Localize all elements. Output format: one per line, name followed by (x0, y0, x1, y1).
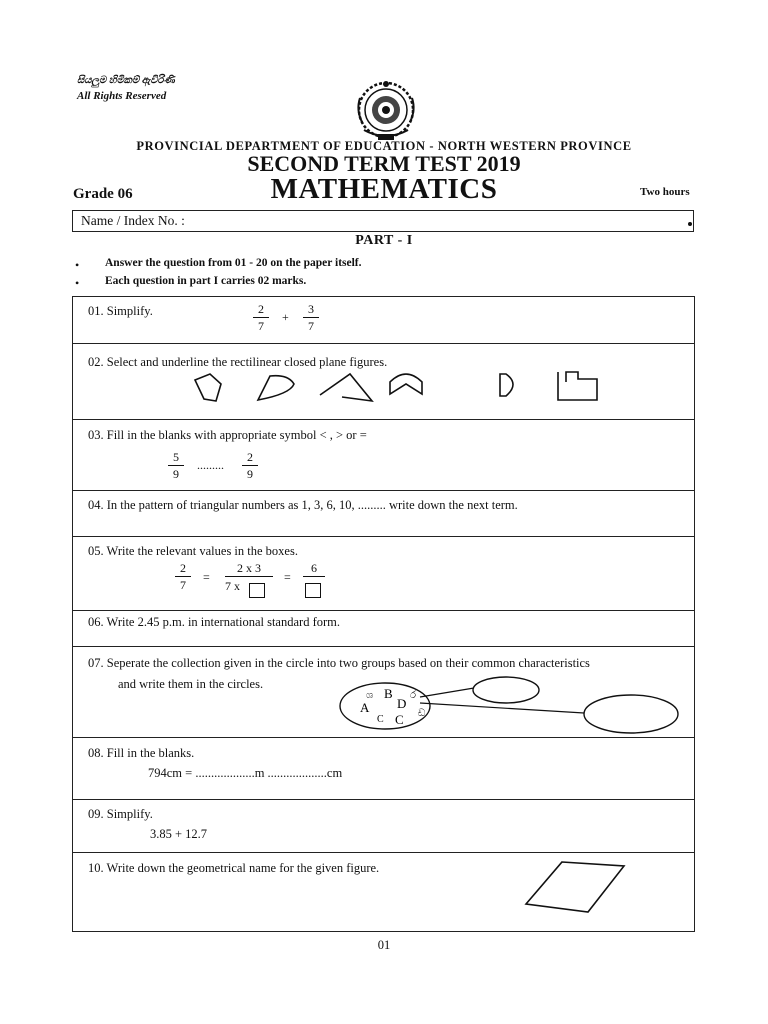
set-item: A (360, 700, 370, 715)
bullet-icon: • (75, 258, 80, 272)
duration-label: Two hours (640, 186, 690, 198)
question-07: 07. Seperate the collection given in the circle into two groups based on their common characteristics (88, 656, 590, 670)
divider (72, 343, 695, 344)
set-item: B (384, 686, 393, 701)
copyright-sinhala: සියලුම හිමිකම් ඇවිරිණි (77, 75, 175, 86)
question-07-cont: and write them in the circles. (118, 677, 264, 691)
bullet-icon: • (75, 276, 80, 290)
set-item: D (397, 696, 407, 711)
denominator: 9 (247, 467, 253, 481)
numerator: 2 x 3 (225, 561, 273, 577)
question-01: 01. Simplify. (88, 304, 153, 318)
fraction (168, 450, 184, 481)
answer-box[interactable] (249, 583, 265, 598)
instruction-2: Each question in part I carries 02 marks. (105, 275, 307, 287)
connector-line (420, 703, 584, 713)
divider (72, 737, 695, 738)
question-09-expression: 3.85 + 12.7 (150, 827, 208, 841)
page-number: 01 (377, 938, 391, 952)
denominator: 9 (173, 467, 179, 481)
divider (72, 852, 695, 853)
numerator: 2 (175, 561, 191, 577)
fraction (303, 302, 319, 333)
divider (72, 419, 695, 420)
question-03: 03. Fill in the blanks with appropriate symbol < , > or = (88, 428, 367, 442)
instruction-1: Answer the question from 01 - 20 on the paper itself. (105, 257, 362, 269)
name-index-label: Name / Index No. : (81, 213, 185, 228)
copyright-notice: All Rights Reserved (77, 90, 167, 102)
denominator: 7 x (225, 579, 240, 593)
plane-figures (190, 370, 610, 406)
open-figure (320, 374, 372, 401)
equals-sign: = (284, 570, 291, 584)
numerator: 3 (303, 302, 319, 318)
question-06: 06. Write 2.45 p.m. in international standard form. (88, 615, 340, 629)
step-figure (558, 372, 597, 400)
d-shape-figure (500, 374, 513, 396)
fraction (303, 561, 325, 577)
question-02: 02. Select and underline the rectilinear closed plane figures. (88, 355, 388, 369)
grade-label: Grade 06 (73, 186, 133, 202)
set-item: ඩ (418, 708, 426, 719)
question-04: 04. In the pattern of triangular numbers as 1, 3, 6, 10, ......... write down the next term. (88, 498, 518, 512)
numerator: 2 (253, 302, 269, 318)
set-item: ශ (366, 690, 374, 701)
arch-figure (390, 374, 422, 394)
fraction (242, 450, 258, 481)
fraction (253, 302, 269, 333)
divider (72, 646, 695, 647)
fraction (175, 561, 191, 592)
denominator: 7 (308, 319, 314, 333)
answer-blank[interactable]: ......... (197, 458, 224, 472)
divider (72, 610, 695, 611)
denominator: 7 (180, 578, 186, 592)
sets-diagram (340, 670, 685, 734)
rhombus-figure (524, 860, 629, 915)
name-index-field[interactable] (72, 210, 694, 232)
set-item: C (395, 712, 404, 727)
set-item: C (377, 714, 384, 725)
numerator: 6 (303, 561, 325, 577)
equals-sign: = (203, 570, 210, 584)
question-08-blank[interactable]: 794cm = ...................m ...................cm (148, 766, 343, 780)
answer-box[interactable] (305, 583, 321, 598)
numerator: 5 (168, 450, 184, 466)
answer-circle-2 (584, 695, 678, 733)
set-item: ර (410, 690, 417, 701)
divider (72, 536, 695, 537)
dot-mark (688, 222, 692, 226)
numerator: 2 (242, 450, 258, 466)
test-title: SECOND TERM TEST 2019 (247, 151, 521, 176)
plus-sign: + (282, 310, 289, 324)
pentagon-figure (195, 374, 221, 401)
divider (72, 799, 695, 800)
subject-title: MATHEMATICS (270, 173, 498, 205)
denominator: 7 (258, 319, 264, 333)
question-10: 10. Write down the geometrical name for the given figure. (88, 861, 380, 875)
question-09: 09. Simplify. (88, 807, 153, 821)
answer-circle-1 (473, 677, 539, 703)
question-08: 08. Fill in the blanks. (88, 746, 195, 760)
part-heading: PART - I (355, 233, 413, 248)
sri-lanka-emblem-icon (350, 78, 422, 142)
connector-line (420, 688, 474, 697)
department-title: PROVINCIAL DEPARTMENT OF EDUCATION - NORTH WESTERN PROVINCE (136, 139, 632, 153)
question-05: 05. Write the relevant values in the boxes. (88, 544, 298, 558)
divider (72, 490, 695, 491)
curved-figure (258, 376, 294, 400)
